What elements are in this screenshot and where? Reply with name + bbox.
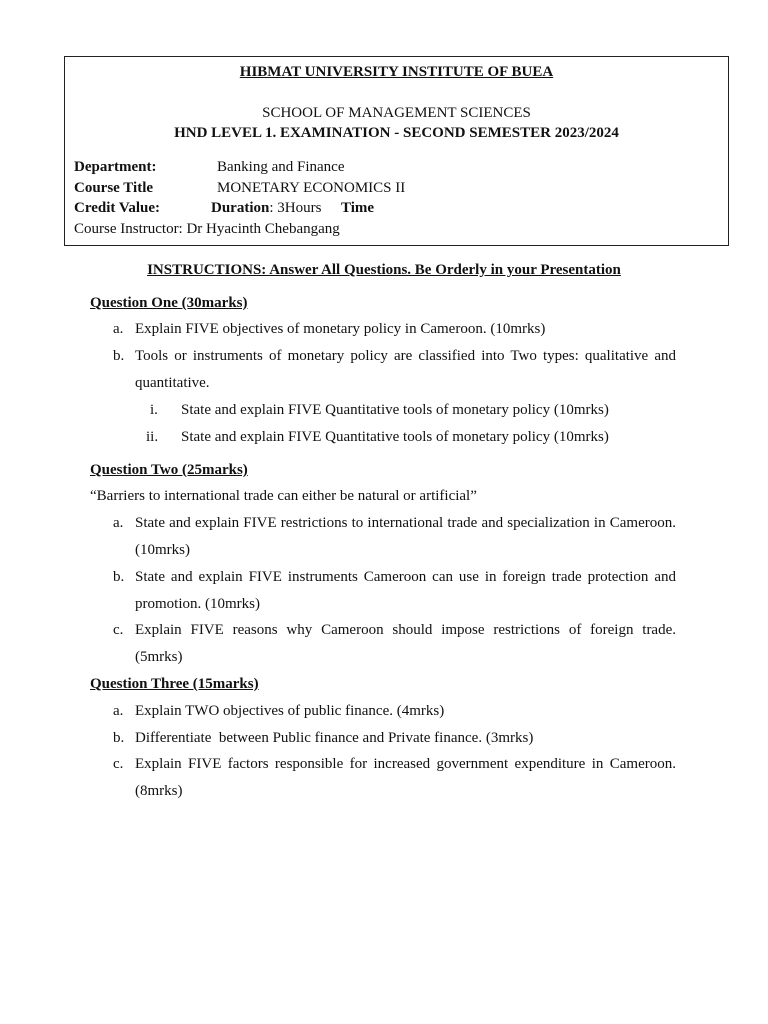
- department-value: Banking and Finance: [217, 159, 345, 175]
- q2-b-line2: promotion. (10mrks): [135, 596, 260, 612]
- university-name: HIBMAT UNIVERSITY INSTITUTE OF BUEA: [239, 64, 554, 80]
- credit-value-label: Credit Value:: [74, 200, 160, 216]
- q2-c-marker: c.: [113, 622, 124, 638]
- q2-b-line1: State and explain FIVE instruments Cameroon can use in foreign trade protection and: [135, 569, 676, 585]
- q1-b-line1: Tools or instruments of monetary policy are classified into Two types: qualitative and: [135, 348, 676, 364]
- q1-b-i-marker: i.: [150, 402, 158, 418]
- q1-b-marker: b.: [113, 348, 125, 364]
- school-name: SCHOOL OF MANAGEMENT SCIENCES: [262, 105, 531, 121]
- q3-b-marker: b.: [113, 730, 125, 746]
- q2-a-marker: a.: [113, 515, 124, 531]
- duration-value: : 3Hours: [269, 200, 322, 216]
- q3-c-line2: (8mrks): [135, 783, 183, 799]
- q1-a-marker: a.: [113, 321, 124, 337]
- q1-b-i-text: State and explain FIVE Quantitative tools of monetary policy (10mrks): [181, 402, 609, 418]
- q1-b-ii-marker: ii.: [146, 429, 159, 445]
- exam-title: HND LEVEL 1. EXAMINATION - SECOND SEMESTER 2023/2024: [174, 125, 619, 141]
- q3-b-text: Differentiate between Public finance and Private finance. (3mrks): [135, 730, 534, 746]
- q3-a-marker: a.: [113, 703, 124, 719]
- question-one-title: Question One (30marks): [90, 295, 248, 311]
- instructions: INSTRUCTIONS: Answer All Questions. Be Orderly in your Presentation: [147, 262, 621, 278]
- course-title-value: MONETARY ECONOMICS II: [217, 180, 406, 196]
- q3-c-marker: c.: [113, 756, 124, 772]
- q3-a-text: Explain TWO objectives of public finance. (4mrks): [135, 703, 445, 719]
- exam-header-box: [64, 56, 729, 246]
- q1-b-ii-text: State and explain FIVE Quantitative tools of monetary policy (10mrks): [181, 429, 609, 445]
- q2-b-marker: b.: [113, 569, 125, 585]
- q2-a-line2: (10mrks): [135, 542, 190, 558]
- duration-label: Duration: [211, 200, 270, 216]
- duration-info: [211, 199, 321, 217]
- department-label: Department:: [74, 159, 157, 175]
- q2-c-line2: (5mrks): [135, 649, 183, 665]
- q2-c-line1: Explain FIVE reasons why Cameroon should impose restrictions of foreign trade.: [135, 622, 676, 638]
- q1-b-line2: quantitative.: [135, 375, 210, 391]
- course-title-label: Course Title: [74, 180, 154, 196]
- q2-quote: “Barriers to international trade can either be natural or artificial”: [90, 488, 477, 504]
- q2-a-line1: State and explain FIVE restrictions to international trade and specialization in Cameroon.: [135, 515, 676, 531]
- q3-c-line1: Explain FIVE factors responsible for increased government expenditure in Cameroon.: [135, 756, 676, 772]
- time-label: Time: [341, 200, 375, 216]
- question-two-title: Question Two (25marks): [90, 462, 248, 478]
- q1-a-text: Explain FIVE objectives of monetary policy in Cameroon. (10mrks): [135, 321, 546, 337]
- question-three-title: Question Three (15marks): [90, 676, 259, 692]
- course-instructor: Course Instructor: Dr Hyacinth Chebangang: [74, 221, 340, 237]
